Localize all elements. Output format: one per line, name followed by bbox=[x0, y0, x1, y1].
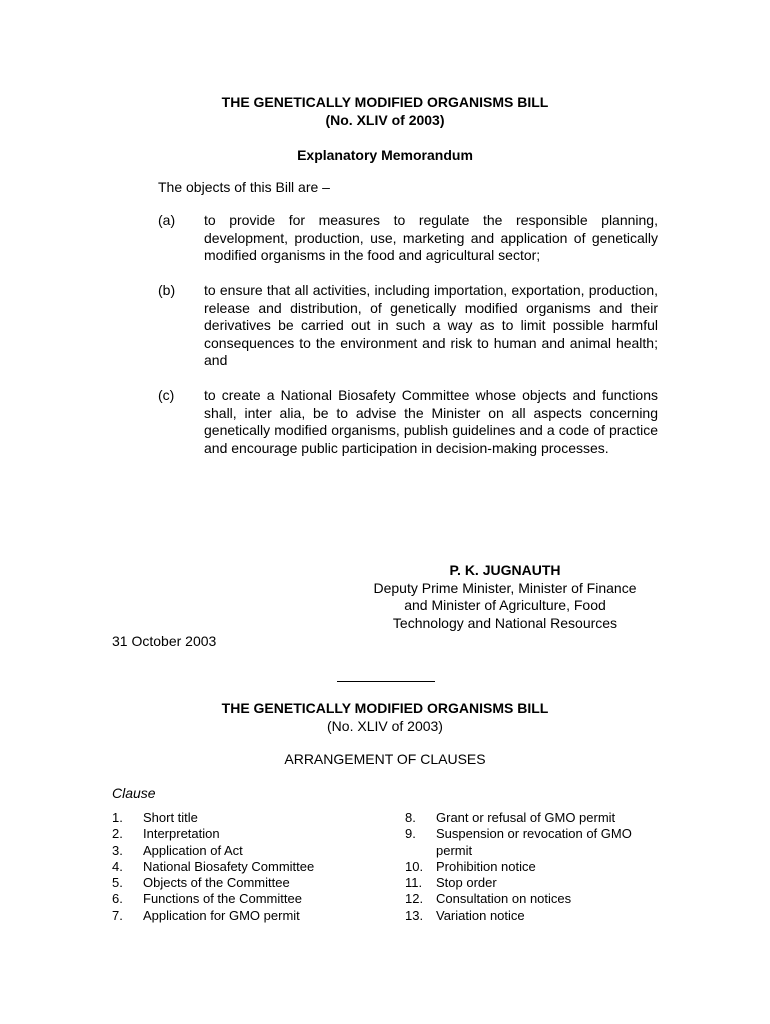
clause-title: Prohibition notice bbox=[436, 858, 536, 874]
section-divider bbox=[337, 681, 435, 682]
item-b-text: to ensure that all activities, including importation, exportation, production, release and distribution, of genetically modified organisms and their derivatives be carried out in such a way as to limit possible harmful consequences to the environment and risk to human and animal health; and bbox=[204, 282, 658, 368]
clause-number: 12. bbox=[405, 891, 424, 907]
memo-date: 31 October 2003 bbox=[112, 633, 217, 649]
item-a-text: to provide for measures to regulate the responsible planning, development, production, use, marketing and application of genetically modified organisms in the food and agricultural sector; bbox=[204, 212, 658, 263]
clause-number: 9. bbox=[405, 826, 416, 842]
clause-number: 3. bbox=[112, 842, 123, 858]
clause-title: Application for GMO permit bbox=[143, 907, 300, 923]
clause-title: Interpretation bbox=[143, 826, 220, 842]
clause-title: Short title bbox=[143, 810, 198, 825]
clause-number: 6. bbox=[112, 891, 123, 907]
clause-title: National Biosafety Committee bbox=[143, 858, 315, 874]
clause-number: 10. bbox=[405, 858, 424, 874]
clause-number: 5. bbox=[112, 875, 123, 891]
signatory-title-line2: and Minister of Agriculture, Food bbox=[404, 597, 606, 613]
clause-item bbox=[405, 843, 632, 859]
clause-title: Grant or refusal of GMO permit bbox=[436, 810, 616, 825]
clause-list-left bbox=[112, 810, 314, 924]
clause-number: 2. bbox=[112, 826, 123, 842]
item-c-label: (c) bbox=[158, 387, 175, 403]
clause-item bbox=[405, 826, 632, 842]
memo-bill-number: (No. XLIV of 2003) bbox=[325, 112, 445, 128]
clause-title: Objects of the Committee bbox=[143, 875, 290, 891]
clause-item bbox=[405, 891, 632, 907]
signatory-title-line1: Deputy Prime Minister, Minister of Finance bbox=[373, 580, 637, 596]
clause-list-right bbox=[405, 810, 632, 924]
arrangement-bill-number: (No. XLIV of 2003) bbox=[327, 718, 443, 734]
clause-title: Functions of the Committee bbox=[143, 891, 302, 907]
clause-column-label: Clause bbox=[112, 785, 156, 801]
clause-title: Consultation on notices bbox=[436, 891, 572, 907]
memo-title: THE GENETICALLY MODIFIED ORGANISMS BILL bbox=[221, 94, 549, 110]
memo-intro: The objects of this Bill are – bbox=[158, 179, 330, 195]
clause-number: 11. bbox=[405, 875, 423, 891]
clause-title: permit bbox=[436, 842, 473, 858]
clause-item bbox=[112, 843, 314, 859]
clause-number bbox=[405, 843, 436, 859]
clause-number: 13. bbox=[405, 907, 424, 923]
memo-heading: Explanatory Memorandum bbox=[297, 147, 473, 163]
clause-item bbox=[405, 810, 632, 826]
clause-number: 4. bbox=[112, 858, 123, 874]
clause-number: 8. bbox=[405, 810, 416, 825]
signatory-name: P. K. JUGNAUTH bbox=[449, 562, 561, 578]
clause-item bbox=[112, 810, 314, 826]
clause-number: 7. bbox=[112, 907, 123, 923]
arrangement-title: THE GENETICALLY MODIFIED ORGANISMS BILL bbox=[221, 700, 549, 716]
clause-item bbox=[112, 908, 314, 924]
clause-item bbox=[112, 859, 314, 875]
clause-item bbox=[405, 875, 632, 891]
clause-item bbox=[112, 891, 314, 907]
signatory-title-line3: Technology and National Resources bbox=[392, 615, 618, 631]
item-b-label: (b) bbox=[158, 282, 176, 298]
clause-item bbox=[405, 908, 632, 924]
arrangement-heading: ARRANGEMENT OF CLAUSES bbox=[284, 751, 486, 767]
clause-item bbox=[405, 859, 632, 875]
clause-title: Variation notice bbox=[436, 907, 525, 923]
clause-item bbox=[112, 875, 314, 891]
item-a-label: (a) bbox=[158, 212, 176, 228]
clause-title: Application of Act bbox=[143, 842, 243, 858]
clause-title: Stop order bbox=[436, 875, 497, 891]
clause-item bbox=[112, 826, 314, 842]
item-c-text: to create a National Biosafety Committee whose objects and functions shall, inter alia, be to advise the Minister on all aspects concerning genetically modified organisms, publish guidelines and a code of practice and encourage public participation in decision-making processes. bbox=[204, 387, 658, 456]
clause-number: 1. bbox=[112, 810, 123, 825]
clause-title: Suspension or revocation of GMO bbox=[436, 826, 632, 842]
